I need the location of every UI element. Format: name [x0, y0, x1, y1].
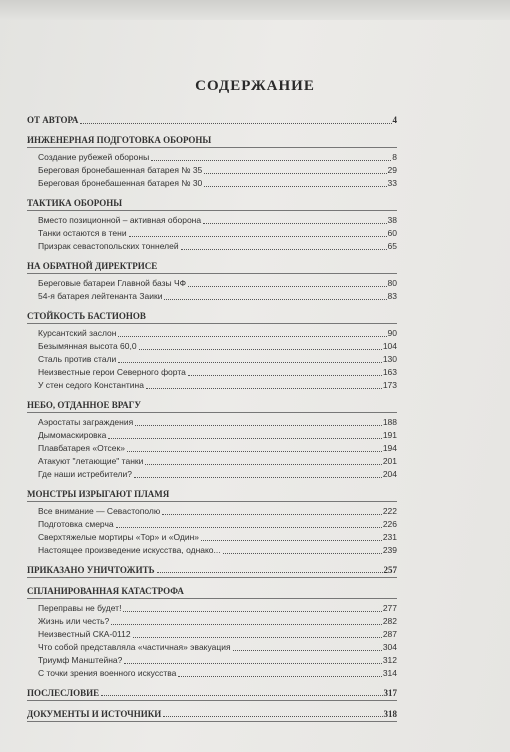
dot-leader	[129, 236, 387, 237]
section-heading[interactable]: НА ОБРАТНОЙ ДИРЕКТРИСЕ	[27, 260, 397, 274]
toc-label: Жизнь или честь?	[38, 616, 110, 626]
toc-label: Береговые батареи Главной базы ЧФ	[38, 278, 187, 288]
toc-section	[27, 260, 397, 303]
toc-entry[interactable]	[27, 277, 397, 290]
toc-label: Вместо позиционной – активная оборона	[38, 215, 202, 225]
toc-section	[27, 687, 397, 701]
toc-label: Где наши истребители?	[38, 469, 132, 479]
dot-leader	[164, 299, 386, 300]
dot-leader	[203, 223, 386, 224]
toc-entry[interactable]	[27, 505, 397, 518]
dot-leader	[204, 173, 386, 174]
page-number: 194	[382, 443, 397, 453]
toc-section	[27, 310, 397, 392]
toc-entry[interactable]	[27, 227, 397, 240]
toc-label: Настоящее произведение искусства, однако...	[38, 545, 221, 555]
page-number: 90	[387, 328, 397, 338]
toc-entry[interactable]	[27, 442, 397, 455]
toc-entry[interactable]	[27, 151, 397, 164]
toc-section	[27, 708, 397, 722]
toc-entry[interactable]	[27, 654, 397, 667]
page-number: 282	[382, 616, 397, 626]
dot-leader	[204, 186, 386, 187]
toc-label: Призрак севастопольских тоннелей	[38, 241, 179, 251]
toc-label: Что собой представляла «частичная» эвакуация	[38, 642, 231, 652]
page-number: 173	[382, 380, 397, 390]
dot-leader	[124, 663, 381, 664]
toc-section	[27, 197, 397, 253]
toc-entry[interactable]	[27, 455, 397, 468]
page-number: 8	[392, 152, 397, 162]
dot-leader	[108, 438, 381, 439]
toc-label: Береговая бронебашенная батарея № 30	[38, 178, 203, 188]
toc-label: ПОСЛЕСЛОВИЕ	[27, 688, 100, 698]
table-of-contents	[27, 114, 397, 729]
section-heading[interactable]: НЕБО, ОТДАННОЕ ВРАГУ	[27, 399, 397, 413]
toc-label: ОТ АВТОРА	[27, 115, 79, 125]
toc-entry[interactable]	[27, 531, 397, 544]
dot-leader	[151, 160, 391, 161]
dot-leader	[101, 695, 382, 696]
toc-entry-foreword[interactable]	[27, 114, 397, 127]
toc-entry[interactable]	[27, 177, 397, 190]
toc-label: ПРИКАЗАНО УНИЧТОЖИТЬ	[27, 565, 155, 575]
toc-label: У стен седого Константина	[38, 380, 144, 390]
page-number: 304	[382, 642, 397, 652]
toc-label: Неизвестные герои Северного форта	[38, 367, 186, 377]
section-heading[interactable]: ТАКТИКА ОБОРОНЫ	[27, 197, 397, 211]
section-heading-with-page[interactable]	[27, 687, 397, 701]
toc-label: Сталь против стали	[38, 354, 117, 364]
toc-entry[interactable]	[27, 353, 397, 366]
toc-label: Неизвестный СКА-0112	[38, 629, 131, 639]
dot-leader	[162, 514, 382, 515]
toc-section	[27, 585, 397, 680]
toc-label: Аэростаты заграждения	[38, 417, 134, 427]
toc-label: Безымянная высота 60,0	[38, 341, 137, 351]
toc-section	[27, 488, 397, 557]
dot-leader	[223, 553, 382, 554]
page-number: 38	[387, 215, 397, 225]
dot-leader	[118, 362, 382, 363]
section-heading[interactable]: МОНСТРЫ ИЗРЫГАЮТ ПЛАМЯ	[27, 488, 397, 502]
toc-label: Переправы не будет!	[38, 603, 122, 613]
toc-entry[interactable]	[27, 429, 397, 442]
toc-label: Танки остаются в тени	[38, 228, 127, 238]
section-heading[interactable]: СТОЙКОСТЬ БАСТИОНОВ	[27, 310, 397, 324]
toc-label: ДОКУМЕНТЫ И ИСТОЧНИКИ	[27, 709, 162, 719]
toc-section	[27, 399, 397, 481]
page-number: 231	[382, 532, 397, 542]
page-number: 204	[382, 469, 397, 479]
dot-leader	[123, 611, 381, 612]
section-heading[interactable]: СПЛАНИРОВАННАЯ КАТАСТРОФА	[27, 585, 397, 599]
dot-leader	[163, 716, 382, 717]
page-number: 65	[387, 241, 397, 251]
page-title: СОДЕРЖАНИЕ	[195, 78, 315, 94]
dot-leader	[116, 527, 382, 528]
page-number: 257	[383, 565, 397, 575]
toc-entry[interactable]	[27, 379, 397, 392]
dot-leader	[146, 388, 382, 389]
page-number: 163	[382, 367, 397, 377]
toc-entry[interactable]	[27, 327, 397, 340]
toc-entry[interactable]	[27, 641, 397, 654]
page-number: 188	[382, 417, 397, 427]
toc-entry[interactable]	[27, 290, 397, 303]
dot-leader	[178, 676, 381, 677]
toc-entry[interactable]	[27, 214, 397, 227]
page-number: 80	[387, 278, 397, 288]
dot-leader	[157, 572, 383, 573]
dot-leader	[139, 349, 382, 350]
page-number: 191	[382, 430, 397, 440]
section-heading-with-page[interactable]	[27, 564, 397, 578]
toc-label: Триумф Манштейна?	[38, 655, 123, 665]
dot-leader	[181, 249, 387, 250]
toc-entry[interactable]	[27, 340, 397, 353]
page-number: 29	[387, 165, 397, 175]
page-number: 314	[382, 668, 397, 678]
section-heading-with-page[interactable]	[27, 708, 397, 722]
page-number: 222	[382, 506, 397, 516]
dot-leader	[118, 336, 386, 337]
toc-section	[27, 564, 397, 578]
dot-leader	[127, 451, 382, 452]
toc-entry[interactable]	[27, 164, 397, 177]
dot-leader	[134, 477, 382, 478]
dot-leader	[201, 540, 382, 541]
toc-label: Плавбатарея «Отсек»	[38, 443, 125, 453]
toc-entry[interactable]	[27, 602, 397, 615]
dot-leader	[135, 425, 382, 426]
page-number: 83	[387, 291, 397, 301]
page-number: 33	[387, 178, 397, 188]
dot-leader	[111, 624, 382, 625]
page-number: 317	[383, 688, 397, 698]
page-number: 312	[382, 655, 397, 665]
toc-label: С точки зрения военного искусства	[38, 668, 177, 678]
toc-entry[interactable]	[27, 544, 397, 557]
page-number: 60	[387, 228, 397, 238]
dot-leader	[188, 286, 386, 287]
toc-entry[interactable]	[27, 615, 397, 628]
page-number: 226	[382, 519, 397, 529]
toc-entry[interactable]	[27, 416, 397, 429]
page-number: 130	[382, 354, 397, 364]
toc-label: Сверхтяжелые мортиры «Тор» и «Один»	[38, 532, 199, 542]
page-number: 104	[382, 341, 397, 351]
page-number: 277	[382, 603, 397, 613]
toc-label: Курсантский заслон	[38, 328, 117, 338]
dot-leader	[133, 637, 382, 638]
page-number: 4	[392, 115, 397, 125]
toc-entry[interactable]	[27, 518, 397, 531]
toc-entry[interactable]	[27, 468, 397, 481]
dot-leader	[188, 375, 382, 376]
toc-entry[interactable]	[27, 667, 397, 680]
dot-leader	[80, 123, 391, 124]
toc-label: Подготовка смерча	[38, 519, 114, 529]
page-number: 318	[383, 709, 397, 719]
toc-section	[27, 134, 397, 190]
dot-leader	[233, 650, 382, 651]
section-heading[interactable]: ИНЖЕНЕРНАЯ ПОДГОТОВКА ОБОРОНЫ	[27, 134, 397, 148]
page-number: 239	[382, 545, 397, 555]
toc-label: 54-я батарея лейтенанта Заики	[38, 291, 163, 301]
toc-label: Дымомаскировка	[38, 430, 107, 440]
toc-entry[interactable]	[27, 240, 397, 253]
toc-entry[interactable]	[27, 366, 397, 379]
toc-label: Береговая бронебашенная батарея № 35	[38, 165, 203, 175]
page-number: 201	[382, 456, 397, 466]
page-number: 287	[382, 629, 397, 639]
toc-label: Все внимание — Севастополю	[38, 506, 161, 516]
toc-entry[interactable]	[27, 628, 397, 641]
dot-leader	[145, 464, 381, 465]
toc-label: Атакуют "летающие" танки	[38, 456, 144, 466]
toc-label: Создание рубежей обороны	[38, 152, 150, 162]
